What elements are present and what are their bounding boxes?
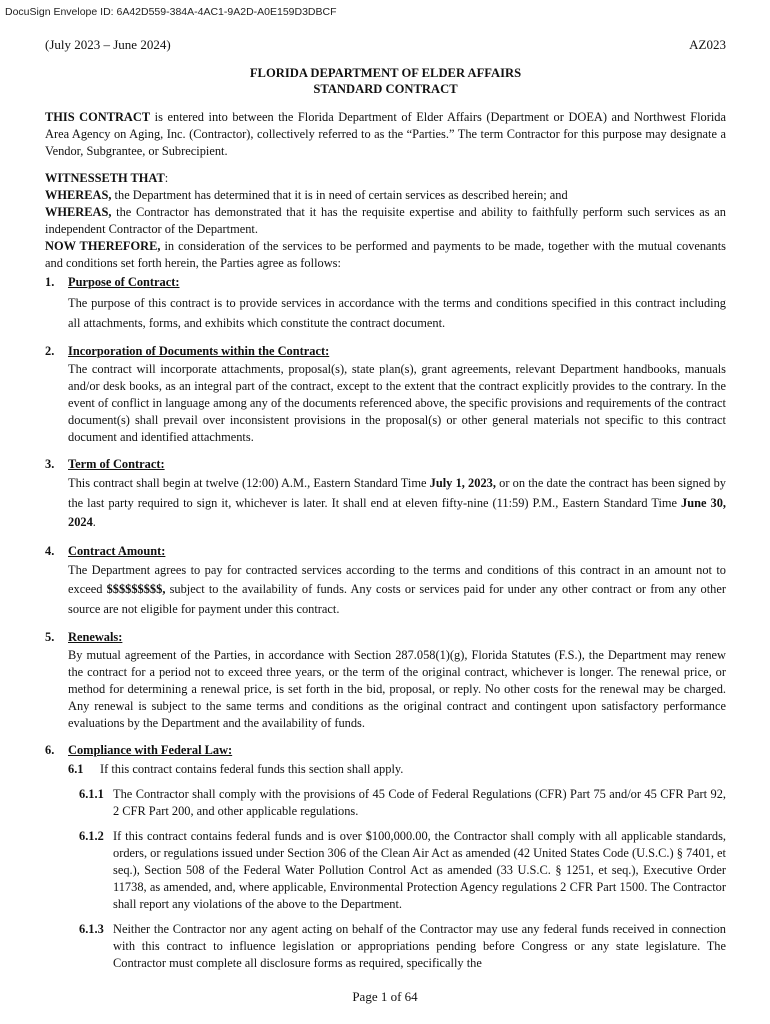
subsection-6-1-1-number: 6.1.1 [79, 787, 104, 801]
section-3 [45, 456, 726, 533]
now-therefore-text: in consideration of the services to be performed and payments to be made, together with the mutual covenants and conditions set forth herein, the Parties agree as follows: [45, 239, 726, 270]
intro-lead: THIS CONTRACT [45, 110, 151, 124]
section-5-text: By mutual agreement of the Parties, in accordance with Section 287.058(1)(g), Florida Statutes (F.S.), the Department may renew the contract for a period not to exceed three years, or the term of the original contract, whichever is longer. The renewal price, or method for determining a renewal price, is set forth in the bid, proposal, or reply. No other costs for the renewal may be charged. Any renewal is subject to the same terms and conditions as the original contract and contingent upon satisfactory performance evaluations by the Department and the availability of funds. [68, 648, 726, 730]
now-therefore-lead: NOW THEREFORE, [45, 239, 161, 253]
section-3-number: 3. [45, 457, 55, 471]
page-number: Page 1 of 64 [352, 989, 418, 1004]
section-2 [45, 343, 726, 446]
subsection-6-1-number: 6.1 [68, 762, 84, 776]
title-line-2: STANDARD CONTRACT [313, 82, 458, 96]
title-line-1: FLORIDA DEPARTMENT OF ELDER AFFAIRS [249, 66, 522, 80]
subsection-6-1-2 [79, 828, 726, 913]
whereas-2-text: the Contractor has demonstrated that it has the requisite expertise and ability to faithfully perform such services as an independent Contractor of the Department. [45, 205, 726, 236]
whereas-1 [45, 187, 726, 204]
intro-paragraph [45, 109, 726, 160]
section-1-heading: Purpose of Contract: [68, 275, 180, 289]
section-2-text: The contract will incorporate attachments, proposal(s), state plan(s), grant agreements, relevant Department handbooks, manuals and/or desk books, as an integral part of the contract, except to the extent that the contract explicitly provides to the contrary. In the event of conflict in language among any of the documents referenced above, the specific provisions and requirements of the contract document(s) shall prevail over inconsistent provisions in the proposal(s) or other general materials not specific to this contract document and identified attachments. [68, 362, 726, 444]
contract-code: AZ023 [689, 37, 726, 52]
now-therefore [45, 238, 726, 272]
subsection-6-1-3-number: 6.1.3 [79, 922, 104, 936]
section-5-number: 5. [45, 630, 55, 644]
section-6 [45, 742, 726, 778]
section-1-number: 1. [45, 275, 55, 289]
section-1 [45, 274, 726, 333]
start-date: July 1, 2023, [429, 476, 496, 490]
section-3-heading: Term of Contract: [68, 457, 165, 471]
section-6-heading: Compliance with Federal Law: [68, 743, 233, 757]
document-page [45, 36, 726, 972]
whereas-1-lead: WHEREAS, [45, 188, 112, 202]
section-4-text-a: The Department agrees to pay for contracted services according to the terms and conditions of this contract in an amount not to exceed [68, 562, 726, 596]
subsection-6-1-1 [79, 786, 726, 820]
section-3-text-c: . [92, 515, 96, 529]
subsection-6-1-2-text: If this contract contains federal funds and is over $100,000.00, the Contractor shall comply with all applicable standards, orders, or regulations issued under Section 306 of the Clean Air Act as amended (42 United States Code (U.S.C.) § 7401, et seq.), Section 508 of the Federal Water Pollution Control Act as amended (33 U.S.C. § 1251, et seq.), Executive Order 11738, as amended, and, where applicable, Environmental Protection Agency regulations 2 CFR Part 1500. The Contractor shall report any violations of the above to the Department. [113, 829, 726, 911]
subsection-6-1-2-number: 6.1.2 [79, 829, 104, 843]
section-3-text-b: or on the date the contract has been signed by the last party required to sign it, whichever is later. It shall end at eleven fifty-nine (11:59) P.M., Eastern Standard Time [68, 476, 727, 510]
whereas-2-lead: WHEREAS, [45, 205, 112, 219]
section-4-heading: Contract Amount: [68, 543, 166, 558]
section-1-text: The purpose of this contract is to provide services in accordance with the terms and conditions specified in this contract including all attachments, forms, and exhibits which constitute the contract document. [68, 296, 726, 330]
section-2-number: 2. [45, 344, 55, 358]
contract-period: (July 2023 – June 2024) [45, 37, 171, 52]
subsection-6-1 [68, 761, 726, 778]
section-4-text-b: subject to the availability of funds. Any costs or services paid for under any other contract or from any other source are not eligible for payment under this contract. [68, 582, 726, 616]
section-6-number: 6. [45, 743, 55, 757]
section-3-text [68, 474, 726, 533]
section-4 [45, 543, 726, 620]
witness-colon: : [164, 171, 169, 185]
witness-heading [45, 170, 726, 187]
subsection-6-1-3-text: Neither the Contractor nor any agent acting on behalf of the Contractor may use any federal funds received in connection with this contract to influence legislation or appropriations pending before Congress or any state legislature. The Contractor must complete all disclosure forms as required, specifically the [113, 922, 726, 970]
intro-text: is entered into between the Florida Department of Elder Affairs (Department or DOEA) and Northwest Florida Area Agency on Aging, Inc. (Contractor), collectively referred to as the “Parties.” The term Contractor for this purpose may designate a Vendor, Subgrantee, or Subrecipient. [45, 110, 726, 158]
subsection-6-1-3 [79, 921, 726, 972]
subsection-6-1-text: If this contract contains federal funds this section shall apply. [100, 762, 404, 776]
section-5 [45, 629, 726, 732]
section-2-heading: Incorporation of Documents within the Contract: [68, 344, 330, 358]
document-title [45, 65, 726, 97]
section-4-number: 4. [45, 543, 55, 558]
contract-amount: $$$$$$$$$, [106, 582, 166, 596]
end-date: June 30, 2024 [68, 495, 726, 529]
section-4-text [68, 561, 726, 620]
whereas-1-text: the Department has determined that it is in need of certain services as described herein; and [111, 188, 568, 202]
witness-block [45, 170, 726, 272]
whereas-2 [45, 204, 726, 238]
page-header [45, 36, 726, 53]
section-5-heading: Renewals: [68, 630, 123, 644]
section-3-text-a: This contract shall begin at twelve (12:00) A.M., Eastern Standard Time [68, 476, 430, 490]
witness-heading-text: WITNESSETH THAT [45, 171, 165, 185]
docusign-envelope-id: DocuSign Envelope ID: 6A42D559-384A-4AC1-9A2D-A0E159D3DBCF [5, 6, 337, 18]
subsection-6-1-1-text: The Contractor shall comply with the provisions of 45 Code of Federal Regulations (CFR) Part 75 and/or 45 CFR Part 92, 2 CFR Part 200, and other applicable regulations. [113, 787, 726, 818]
